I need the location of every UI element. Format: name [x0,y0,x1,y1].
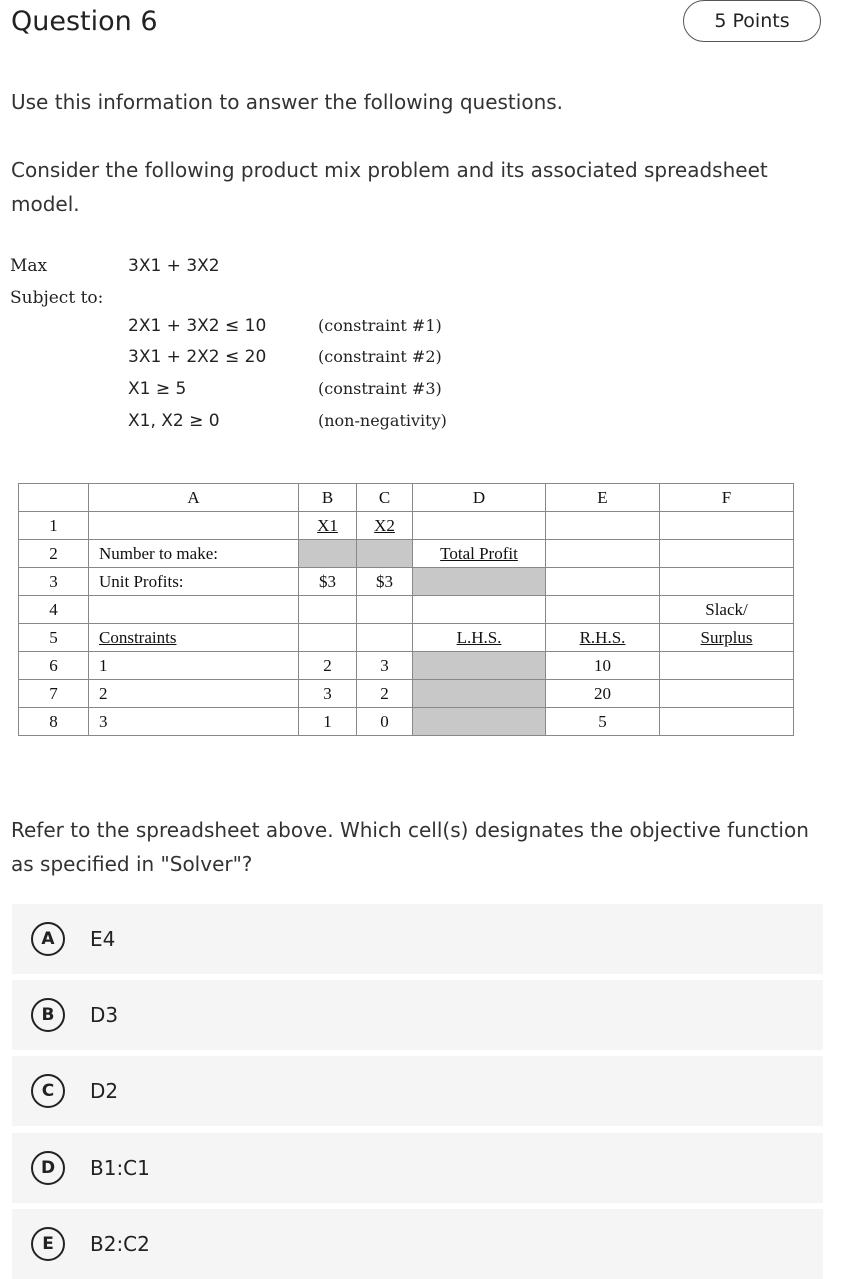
answer-option-a[interactable] [12,904,823,974]
cell-d5: L.H.S. [413,624,546,652]
points-badge: 5 Points [683,0,821,42]
col-header: B [299,484,357,512]
row-number: 1 [19,512,89,540]
sheet-row [19,652,794,680]
row-number: 5 [19,624,89,652]
cell-e1 [546,512,660,540]
cell-b4 [299,596,357,624]
max-label: Max [10,256,48,276]
cell-f8 [660,708,794,736]
col-header: F [660,484,794,512]
cell-f2 [660,540,794,568]
cell-a8: 3 [89,708,299,736]
sheet-row [19,596,794,624]
cell-d3 [413,568,546,596]
cell-a1 [89,512,299,540]
constraint-expr: X1 ≥ 5 [128,379,187,399]
col-header: D [413,484,546,512]
sheet-row [19,708,794,736]
constraint-name: (constraint #3) [318,379,442,398]
subject-to-label: Subject to: [10,288,104,308]
cell-c6: 3 [357,652,413,680]
objective-expr: 3X1 + 3X2 [128,256,220,276]
sheet-row [19,568,794,596]
option-letter-badge: D [31,1151,65,1185]
cell-a6: 1 [89,652,299,680]
option-letter-badge: B [31,998,65,1032]
option-letter-badge: A [31,922,65,956]
constraint-expr: 3X1 + 2X2 ≤ 20 [128,347,267,367]
row-number: 7 [19,680,89,708]
constraint-name: (constraint #2) [318,347,442,366]
option-text: E4 [90,927,116,951]
col-header: C [357,484,413,512]
cell-a4 [89,596,299,624]
sheet-row [19,680,794,708]
cell-a5: Constraints [89,624,299,652]
cell-c2 [357,540,413,568]
cell-c4 [357,596,413,624]
context-text: Consider the following product mix problem and its associated spreadsheet model. [11,158,768,216]
sheet-row [19,540,794,568]
cell-f4: Slack/ [660,596,794,624]
row-number: 4 [19,596,89,624]
question-title: Question 6 [11,6,158,37]
cell-f7 [660,680,794,708]
cell-d6 [413,652,546,680]
answer-option-b[interactable] [12,980,823,1050]
row-number: 6 [19,652,89,680]
cell-b7: 3 [299,680,357,708]
spreadsheet-model [18,483,794,736]
cell-e5: R.H.S. [546,624,660,652]
sheet-row [19,624,794,652]
cell-b8: 1 [299,708,357,736]
lp-model [10,252,530,442]
cell-d2: Total Profit [413,540,546,568]
cell-b2 [299,540,357,568]
cell-b6: 2 [299,652,357,680]
cell-e8: 5 [546,708,660,736]
header-row [19,484,794,512]
cell-e6: 10 [546,652,660,680]
cell-e2 [546,540,660,568]
answer-option-d[interactable] [12,1133,823,1203]
cell-b1: X1 [299,512,357,540]
cell-d7 [413,680,546,708]
intro-text: Use this information to answer the following questions. [11,90,564,114]
cell-a7: 2 [89,680,299,708]
sheet-row [19,512,794,540]
cell-f5: Surplus [660,624,794,652]
col-header: A [89,484,299,512]
cell-e3 [546,568,660,596]
row-number: 2 [19,540,89,568]
cell-a2: Number to make: [89,540,299,568]
cell-c5 [357,624,413,652]
cell-c7: 2 [357,680,413,708]
cell-c1: X2 [357,512,413,540]
option-text: D2 [90,1079,119,1103]
cell-b5 [299,624,357,652]
cell-c3: $3 [357,568,413,596]
option-text: D3 [90,1003,119,1027]
answer-option-e[interactable] [12,1209,823,1279]
constraint-expr: X1, X2 ≥ 0 [128,411,220,431]
cell-e4 [546,596,660,624]
cell-b3: $3 [299,568,357,596]
cell-a3: Unit Profits: [89,568,299,596]
cell-d8 [413,708,546,736]
cell-d1 [413,512,546,540]
cell-f6 [660,652,794,680]
question-prompt: Refer to the spreadsheet above. Which cell(s) designates the objective function as specified in "Solver"? [11,818,809,876]
cell-d4 [413,596,546,624]
constraint-name: (constraint #1) [318,316,442,335]
constraint-expr: 2X1 + 3X2 ≤ 10 [128,316,267,336]
row-number: 8 [19,708,89,736]
answer-option-c[interactable] [12,1056,823,1126]
row-number: 3 [19,568,89,596]
corner-cell [19,484,89,512]
cell-e7: 20 [546,680,660,708]
cell-f3 [660,568,794,596]
option-text: B2:C2 [90,1232,150,1256]
option-letter-badge: E [31,1227,65,1261]
cell-f1 [660,512,794,540]
option-text: B1:C1 [90,1156,150,1180]
option-letter-badge: C [31,1074,65,1108]
constraint-name: (non-negativity) [318,411,447,430]
cell-c8: 0 [357,708,413,736]
col-header: E [546,484,660,512]
